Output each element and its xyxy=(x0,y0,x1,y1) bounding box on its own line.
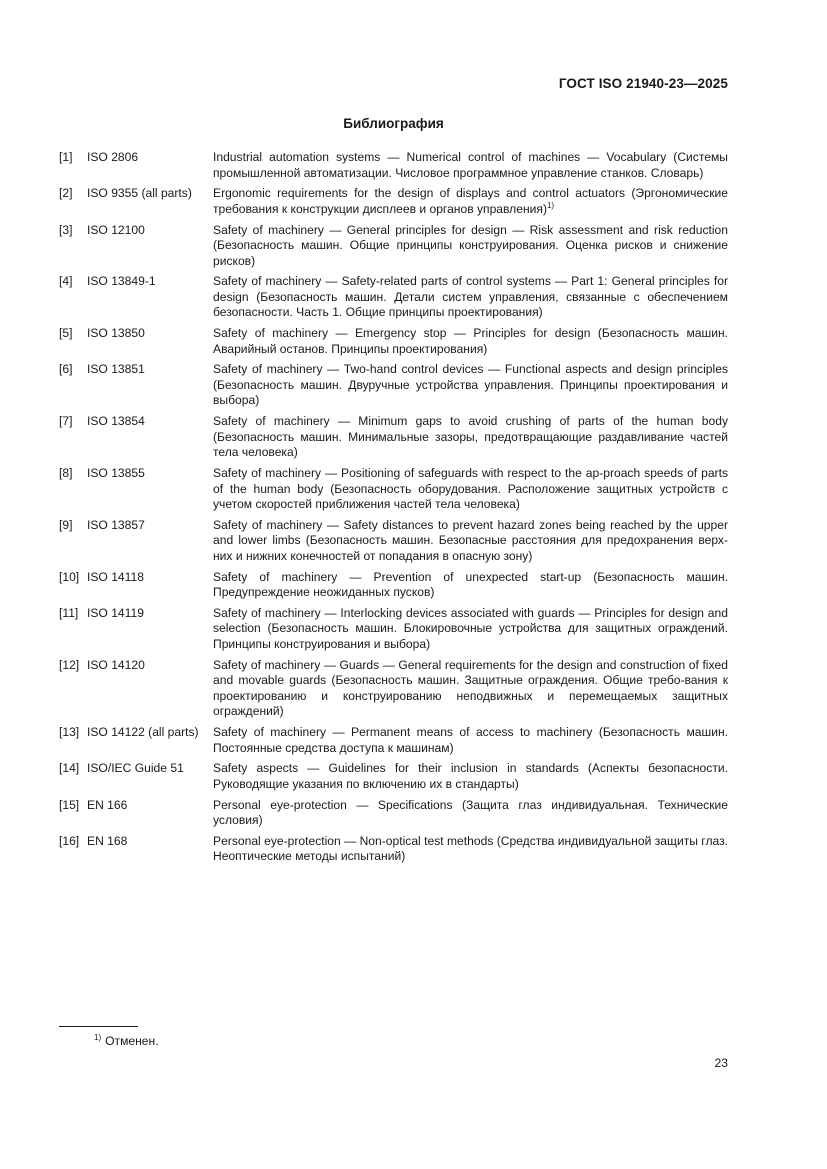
entry-description-text: Safety of machinery — Safety distances to prevent hazard zones being reached by the upper and lower limbs (Безопасность машин. Безопасные расстояния для предохранения верх-них и нижних конечностей от попадания в опасную зону) xyxy=(213,517,728,563)
entry-number: [10] xyxy=(59,569,80,584)
entry-footnote-ref: 1) xyxy=(546,200,555,210)
entry-description xyxy=(213,274,728,321)
bibliography-entry xyxy=(59,150,728,181)
entry-standard-code: ISO 2806 xyxy=(87,150,139,164)
entry-number: [5] xyxy=(59,326,73,341)
entry-number: [8] xyxy=(59,466,73,481)
entry-description xyxy=(213,223,728,270)
entry-description-text: Safety of machinery — Permanent means of access to machinery (Безопасность машин. Постоянные средства доступа к машинам) xyxy=(213,725,728,755)
entry-number: [16] xyxy=(59,833,80,848)
entry-number: [14] xyxy=(59,761,80,776)
entry-number: [11] xyxy=(59,605,79,620)
footnote-marker: 1) xyxy=(94,1033,102,1042)
footnote-separator xyxy=(59,1026,138,1027)
entry-description-text: Safety of machinery — Safety-related parts of control systems — Part 1: General principles for design (Безопасность машин. Детали систем управления, связанные с обеспечением безопасности. Часть 1. Общие принципы проектирования) xyxy=(213,274,728,320)
bibliography-entry xyxy=(59,186,728,217)
entry-standard-code: ISO 13849-1 xyxy=(87,274,156,289)
entry-description-text: Personal eye-protection — Specifications (Защита глаз индивидуальная. Технические условия) xyxy=(213,797,728,828)
bibliography-entry xyxy=(59,834,728,865)
entry-number: [2] xyxy=(59,186,73,201)
entry-description xyxy=(213,798,728,829)
entry-description xyxy=(213,658,728,720)
entry-description xyxy=(213,362,728,409)
entry-description-text: Safety of machinery — Positioning of safeguards with respect to the ap-proach speeds of parts of the human body (Безопасность оборудования. Расположение защитных устройств с учетом скоростей приближения частей тела человека) xyxy=(213,466,728,512)
entry-number: [6] xyxy=(59,362,73,377)
entry-number: [7] xyxy=(59,414,73,429)
bibliography-entry xyxy=(59,725,728,756)
bibliography-entry xyxy=(59,658,728,720)
entry-description-text: Safety of machinery — General principles for design — Risk assessment and risk reduction (Безопасность машин. Общие принципы конструирования. Оценка рисков и снижение рисков) xyxy=(213,222,728,268)
entry-description xyxy=(213,570,728,601)
entry-standard-code: ISO 13850 xyxy=(87,326,145,341)
entry-description xyxy=(213,186,728,217)
entry-number: [9] xyxy=(59,517,73,532)
entry-description xyxy=(213,150,728,181)
bibliography-entry xyxy=(59,466,728,513)
bibliography-entry xyxy=(59,326,728,357)
entry-description-text: Safety of machinery — Minimum gaps to avoid crushing of parts of the human body (Безопасность машин. Минимальные зазоры, предотвращающие раздавливание частей тела человека) xyxy=(213,414,728,460)
entry-standard-code: ISO 14122 (all parts) xyxy=(87,725,199,740)
entry-number: [4] xyxy=(59,274,73,289)
bibliography-entry xyxy=(59,570,728,601)
entry-number: [3] xyxy=(59,222,73,237)
entry-description xyxy=(213,326,728,357)
page-title: Библиография xyxy=(343,116,444,131)
entry-description xyxy=(213,414,728,461)
entry-description-text: Safety of machinery — Emergency stop — Principles for design (Безопасность машин. Аварийный останов. Принципы проектирования) xyxy=(213,326,728,356)
document-standard-id: ГОСТ ISO 21940-23—2025 xyxy=(558,76,728,91)
bibliography-entry xyxy=(59,518,728,565)
bibliography-entry xyxy=(59,362,728,409)
bibliography-entry xyxy=(59,414,728,461)
entry-description xyxy=(213,834,728,865)
footnote-text: Отменен. xyxy=(105,1034,159,1048)
entry-description-text: Safety of machinery — Two-hand control devices — Functional aspects and design principles (Безопасность машин. Двуручные устройства управления. Принципы проектирования и выбора) xyxy=(213,362,728,408)
bibliography-entry xyxy=(59,606,728,653)
bibliography-entry xyxy=(59,798,728,829)
entry-description-text: Safety of machinery — Guards — General requirements for the design and construction of fixed and movable guards (Безопасность машин. Защитные ограждения. Общие требо-вания к проектированию и конструированию неподвижных и перемещаемых защитных ограждений) xyxy=(213,657,728,719)
bibliography-entry xyxy=(59,274,728,321)
entry-standard-code: ISO 14120 xyxy=(87,657,145,672)
entry-description-text: Safety of machinery — Prevention of unexpected start-up (Безопасность машин. Предупреждение неожиданных пусков) xyxy=(213,569,728,600)
entry-standard-code: ISO 13854 xyxy=(87,414,145,429)
entry-description-text: Ergonomic requirements for the design of displays and control actuators (Эргономические требования к конструкции дисплеев и органов управления) xyxy=(213,186,728,216)
entry-standard-code: ISO 13851 xyxy=(87,362,145,377)
bibliography-entry xyxy=(59,223,728,270)
page-number: 23 xyxy=(714,1056,728,1070)
entry-description xyxy=(213,725,728,756)
entry-number: [13] xyxy=(59,725,80,740)
bibliography-list xyxy=(59,150,728,870)
entry-description-text: Safety aspects — Guidelines for their inclusion in standards (Аспекты безопасности. Руководящие указания по включению их в стандарты) xyxy=(213,761,728,791)
entry-standard-code: ISO 13855 xyxy=(87,466,145,481)
entry-standard-code: ISO 9355 (all parts) xyxy=(87,186,192,201)
entry-standard-code: EN 168 xyxy=(87,833,128,848)
entry-description-text: Personal eye-protection — Non-optical test methods (Средства индивидуальной защиты глаз. Неоптические методы испытаний) xyxy=(213,833,728,864)
entry-number: [15] xyxy=(59,797,80,812)
entry-standard-code: ISO 14118 xyxy=(87,569,144,584)
entry-description xyxy=(213,466,728,513)
footnote xyxy=(94,1034,159,1048)
bibliography-entry xyxy=(59,761,728,792)
entry-description xyxy=(213,761,728,792)
entry-description xyxy=(213,606,728,653)
entry-number: [1] xyxy=(59,150,73,164)
entry-standard-code: ISO 12100 xyxy=(87,222,145,237)
entry-standard-code: ISO 14119 xyxy=(87,605,144,620)
entry-description xyxy=(213,518,728,565)
entry-description-text: Safety of machinery — Interlocking devices associated with guards — Principles for design and selection (Безопасность машин. Блокировочные устройства для защитных ограждений. Принципы конструирования и выбора) xyxy=(213,605,728,651)
entry-standard-code: ISO/IEC Guide 51 xyxy=(87,761,184,776)
entry-standard-code: ISO 13857 xyxy=(87,517,145,532)
entry-description-text: Industrial automation systems — Numerical control of machines — Vocabulary (Системы промышленной автоматизации. Числовое программное управление станков. Словарь) xyxy=(213,150,728,180)
entry-number: [12] xyxy=(59,657,80,672)
entry-standard-code: EN 166 xyxy=(87,797,128,812)
